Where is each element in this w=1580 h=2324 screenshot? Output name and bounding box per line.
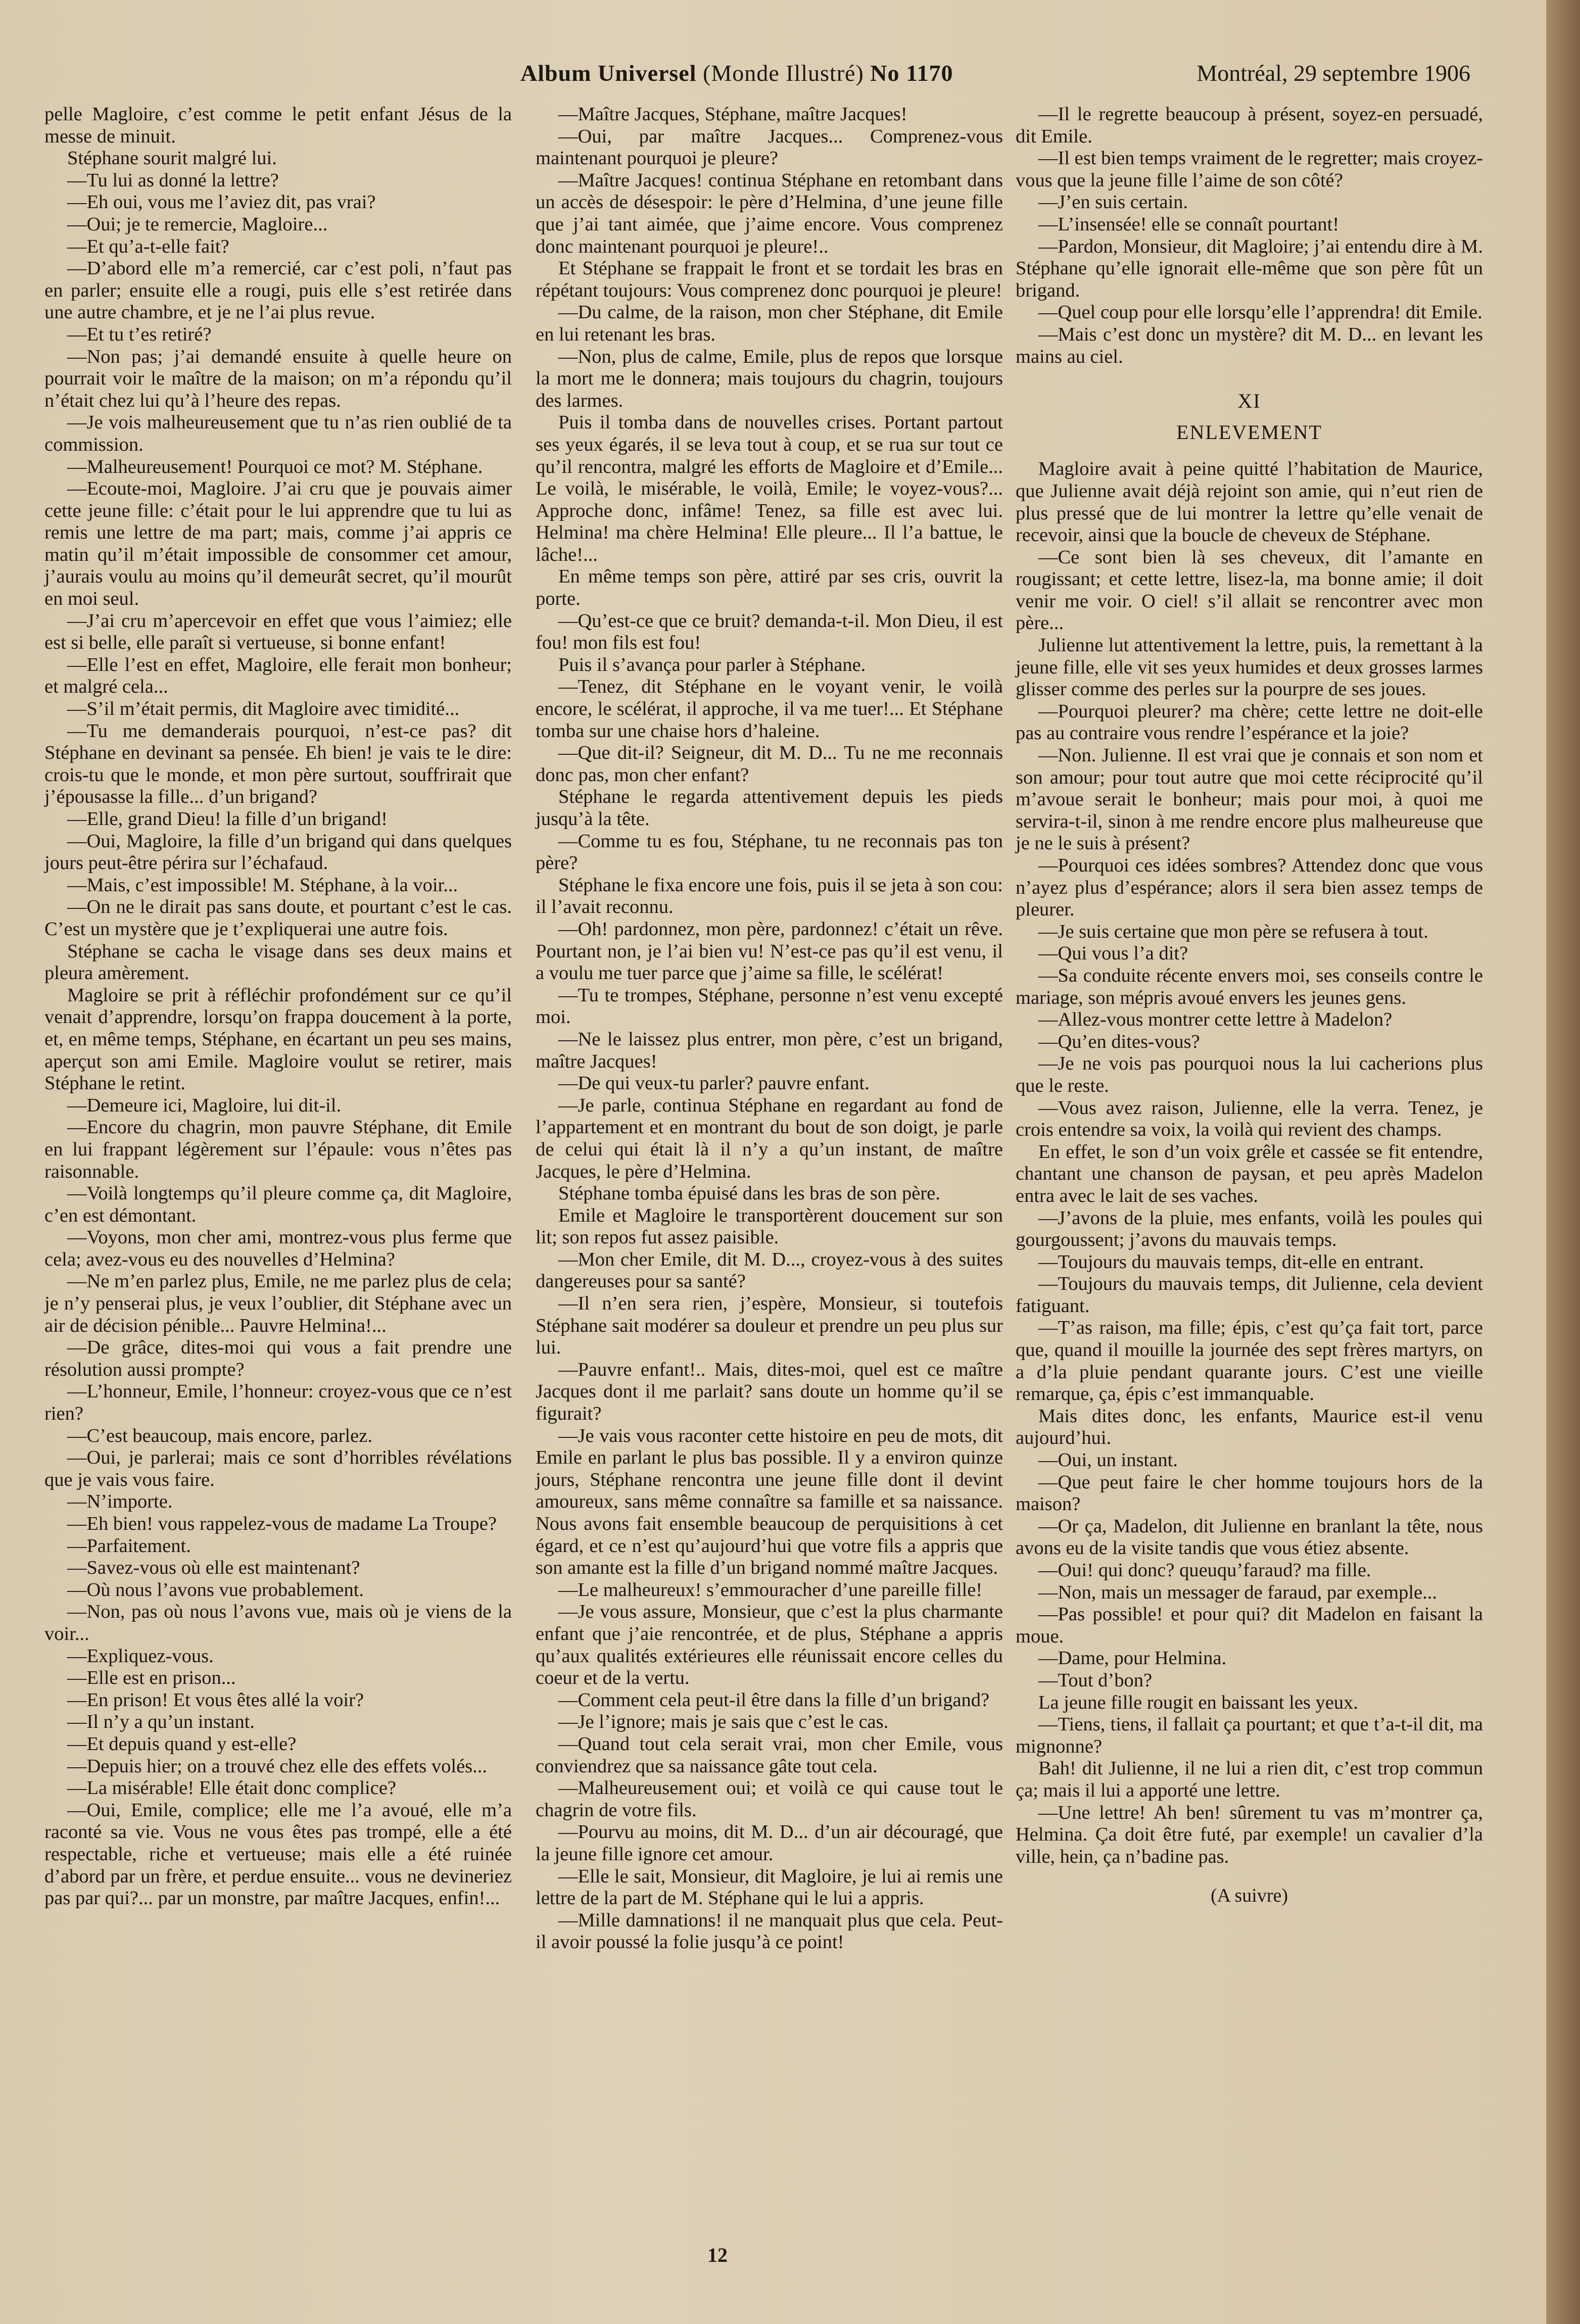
paragraph: —Il est bien temps vraiment de le regretter; mais croyez-vous que la jeune fille l’aime de son côté?	[1016, 148, 1483, 191]
paragraph: Stéphane se cacha le visage dans ses deux mains et pleura amèrement.	[44, 940, 512, 984]
paragraph: —Non pas; j’ai demandé ensuite à quelle heure on pourrait voir le maître de la maison; on m’a répondu qu’il n’était chez lui qu’à l’heure des repas.	[44, 346, 512, 411]
paragraph: —Pourvu au moins, dit M. D... d’un air découragé, que la jeune fille ignore cet amour.	[536, 1821, 1003, 1865]
paragraph: —Il n’y a qu’un instant.	[67, 1711, 255, 1733]
paragraph: —Tenez, dit Stéphane en le voyant venir, le voilà encore, le scélérat, il approche, il va me tuer!... Et Stéphane tomba sur une chaise hors d’haleine.	[536, 676, 1003, 742]
paragraph: —Ne m’en parlez plus, Emile, ne me parlez plus de cela; je n’y penserai plus, je veux l’oublier, dit Stéphane avec un air de décision pénible... Pauvre Helmina!...	[44, 1271, 512, 1336]
paragraph: —Comment cela peut-il être dans la fille d’un brigand?	[558, 1689, 990, 1711]
paragraph: —De qui veux-tu parler? pauvre enfant.	[558, 1073, 870, 1094]
text-column-3	[1016, 104, 1483, 1907]
paragraph: Stéphane le regarda attentivement depuis les pieds jusqu’à la tête.	[536, 786, 1003, 830]
paragraph: —Je suis certaine que mon père se refusera à tout.	[1038, 921, 1428, 942]
chapter-number: XI	[1237, 390, 1261, 413]
paragraph: —Elle l’est en effet, Magloire, elle ferait mon bonheur; et malgré cela...	[44, 654, 512, 698]
paragraph: —Je vous assure, Monsieur, que c’est la plus charmante enfant que j’aie rencontrée, et de plus, Stéphane a appris qu’aux qualités extérieures elle réunissait encore celles du coeur et de la vertu.	[536, 1601, 1003, 1689]
paragraph: —L’insensée! elle se connaît pourtant!	[1038, 213, 1339, 235]
paragraph: —Ecoute-moi, Magloire. J’ai cru que je pouvais aimer cette jeune fille: c’était pour le lui apprendre que tu lui as remis une lettre de ma part; mais, comme j’ai appris ce matin qu’il m’était impossible de consommer cet amour, j’aurais voulu au moins qu’il demeurât secret, qu’il mourût en moi seul.	[44, 478, 512, 610]
paragraph: —Toujours du mauvais temps, dit-elle en entrant.	[1038, 1251, 1424, 1273]
text-column-2	[536, 104, 1003, 1954]
paragraph: —Oui, je parlerai; mais ce sont d’horribles révélations que je vais vous faire.	[44, 1447, 512, 1490]
paragraph: —Or ça, Madelon, dit Julienne en branlant la tête, nous avons eu de la visite tandis que vous étiez absente.	[1016, 1515, 1483, 1559]
paragraph: Magloire se prit à réfléchir profondément sur ce qu’il venait d’apprendre, lorsqu’on frappa doucement à la porte, et, en même temps, Stéphane, en écartant un peu ses mains, aperçut son ami Emile. Magloire voulut se retirer, mais Stéphane le retint.	[44, 984, 512, 1094]
paragraph: —Oui; je te remercie, Magloire...	[67, 213, 328, 235]
page-number: 12	[707, 2244, 728, 2266]
paragraph: —Eh bien! vous rappelez-vous de madame La Troupe?	[67, 1513, 497, 1534]
paragraph: En effet, le son d’un voix grêle et cassée se fit entendre, chantant une chanson de paysan, et peu après Madelon entra avec le lait de ses vaches.	[1016, 1141, 1483, 1206]
paragraph: —Une lettre! Ah ben! sûrement tu vas m’montrer ça, Helmina. Ça doit être futé, par exemple! un cavalier d’la ville, hein, ça n’badine pas.	[1016, 1802, 1483, 1867]
paragraph: Bah! dit Julienne, il ne lui a rien dit, c’est trop commun ça; mais il lui a apporté une lettre.	[1016, 1758, 1483, 1801]
paragraph: —Mille damnations! il ne manquait plus que cela. Peut-il avoir poussé la folie jusqu’à ce point!	[536, 1909, 1003, 1953]
paragraph: —Elle, grand Dieu! la fille d’un brigand!	[67, 808, 388, 830]
paragraph: —Qu’est-ce que ce bruit? demanda-t-il. Mon Dieu, il est fou! mon fils est fou!	[536, 610, 1003, 654]
paragraph: —Oui, Emile, complice; elle me l’a avoué, elle m’a raconté sa vie. Vous ne vous êtes pas trompé, elle a été respectable, riche et vertueuse; mais elle a été ruinée d’abord par un frère, et perdue ensuite... vous ne devineriez pas par qui?... par un monstre, par maître Jacques, enfin!...	[44, 1799, 512, 1909]
paragraph: —Qui vous l’a dit?	[1038, 943, 1188, 964]
paragraph: —Ce sont bien là ses cheveux, dit l’amante en rougissant; et cette lettre, lisez-la, ma bonne amie; il doit venir me voir. O ciel! s’il allait se rencontrer avec mon père...	[1016, 546, 1483, 634]
paragraph: —Voilà longtemps qu’il pleure comme ça, dit Magloire, c’en est démontant.	[44, 1183, 512, 1226]
paragraph: —Du calme, de la raison, mon cher Stéphane, dit Emile en lui retenant les bras.	[536, 302, 1003, 345]
paragraph: —Oui, Magloire, la fille d’un brigand qui dans quelques jours peut-être périra sur l’échafaud.	[44, 830, 512, 874]
paragraph: —Oui! qui donc? queuqu’faraud? ma fille.	[1038, 1560, 1371, 1581]
text-column-3-top	[1016, 104, 1483, 368]
paragraph: —Et tu t’es retiré?	[67, 323, 212, 345]
paragraph: —Non, plus de calme, Emile, plus de repos que lorsque la mort me le donnera; mais toujours du chagrin, toujours des larmes.	[536, 346, 1003, 411]
paragraph: —Pourquoi pleurer? ma chère; cette lettre ne doit-elle pas au contraire vous rendre l’espérance et la joie?	[1016, 700, 1483, 744]
paragraph: —Pardon, Monsieur, dit Magloire; j’ai entendu dire à M. Stéphane qu’elle ignorait elle-même que son père fût un brigand.	[1016, 235, 1483, 301]
paragraph: —Oui, par maître Jacques... Comprenez-vous maintenant pourquoi je pleure?	[536, 125, 1003, 169]
paragraph: —Voyons, mon cher ami, montrez-vous plus ferme que cela; avez-vous eu des nouvelles d’Helmina?	[44, 1227, 512, 1270]
paragraph: pelle Magloire, c’est comme le petit enfant Jésus de la messe de minuit.	[44, 104, 512, 147]
masthead-title: Album Universel	[520, 60, 697, 86]
paragraph: —Mais c’est donc un mystère? dit M. D... en levant les mains au ciel.	[1016, 323, 1483, 367]
paragraph: —Pauvre enfant!.. Mais, dites-moi, quel est ce maître Jacques dont il me parlait? sans doute un homme qu’il se figurait?	[536, 1359, 1003, 1425]
paragraph: —De grâce, dites-moi qui vous a fait prendre une résolution aussi prompte?	[44, 1337, 512, 1380]
paragraph: Puis il tomba dans de nouvelles crises. Portant partout ses yeux égarés, il se leva tout à coup, et se rua sur tout ce qu’il rencontra, malgré les efforts de Magloire et d’Emile... Le voilà, le misérable, le voilà, Emile; le voyez-vous?... Approche donc, infâme! Tenez, sa fille est avec lui. Helmina! ma chère Helmina! Elle pleure... Il l’a battue, le lâche!...	[536, 412, 1003, 565]
paragraph: —Dame, pour Helmina.	[1038, 1648, 1227, 1669]
paragraph: —Allez-vous montrer cette lettre à Madelon?	[1038, 1009, 1393, 1031]
paragraph: —Quand tout cela serait vrai, mon cher Emile, vous conviendrez que sa naissance gâte tout cela.	[536, 1733, 1003, 1777]
paragraph: Magloire avait à peine quitté l’habitation de Maurice, que Julienne avait déjà rejoint son amie, qui n’eut rien de plus pressé que de lui montrer la lettre qu’elle venait de recevoir, ainsi que la boucle de cheveux de Stéphane.	[1016, 458, 1483, 546]
paragraph: —Elle est en prison...	[67, 1667, 236, 1689]
paragraph: —N’importe.	[67, 1491, 173, 1513]
paragraph: —Sa conduite récente envers moi, ses conseils contre le mariage, son mépris avoué envers les jeunes gens.	[1016, 964, 1483, 1008]
paragraph: —Depuis hier; on a trouvé chez elle des effets volés...	[67, 1755, 488, 1777]
paragraph: Mais dites donc, les enfants, Maurice est-il venu aujourd’hui.	[1016, 1405, 1483, 1449]
paragraph: —Encore du chagrin, mon pauvre Stéphane, dit Emile en lui frappant légèrement sur l’épaule: vous n’êtes pas raisonnable.	[44, 1117, 512, 1182]
paragraph: —Parfaitement.	[67, 1535, 191, 1557]
to-be-continued: (A suivre)	[1210, 1885, 1288, 1907]
paragraph: —Non. Julienne. Il est vrai que je connais et son nom et son amour; pour tout autre que moi cette réciprocité qu’il m’avoue serait le bonheur; mais pour moi, à quoi me servira-t-il, sinon à me rendre encore plus malheureuse que je ne le suis à présent?	[1016, 745, 1483, 854]
paragraph: —Tiens, tiens, il fallait ça pourtant; et que t’a-t-il dit, ma mignonne?	[1016, 1714, 1483, 1757]
paragraph: —Il le regrette beaucoup à présent, soyez-en persuadé, dit Emile.	[1016, 104, 1483, 147]
masthead-subtitle: (Monde Illustré)	[703, 60, 864, 86]
paragraph: —Mon cher Emile, dit M. D..., croyez-vous à des suites dangereuses pour sa santé?	[536, 1248, 1003, 1292]
paragraph: —Je vois malheureusement que tu n’as rien oublié de ta commission.	[44, 412, 512, 455]
paragraph: —Mais, c’est impossible! M. Stéphane, à la voir...	[67, 874, 458, 896]
paragraph: —Quel coup pour elle lorsqu’elle l’apprendra! dit Emile.	[1038, 302, 1482, 323]
text-column-1	[44, 104, 512, 1910]
paragraph: —C’est beaucoup, mais encore, parlez.	[67, 1425, 372, 1446]
paragraph: —Elle le sait, Monsieur, dit Magloire, je lui ai remis une lettre de la part de M. Stéphane qui le lui a appris.	[536, 1865, 1003, 1909]
paragraph: Puis il s’avança pour parler à Stéphane.	[558, 654, 866, 675]
paragraph: Stéphane sourit malgré lui.	[67, 148, 277, 169]
paragraph: —Non, mais un messager de faraud, par exemple...	[1038, 1581, 1437, 1603]
paragraph: —Demeure ici, Magloire, lui dit-il.	[67, 1094, 342, 1116]
paragraph: —Comme tu es fou, Stéphane, tu ne reconnais pas ton père?	[536, 830, 1003, 874]
paragraph: —Qu’en dites-vous?	[1038, 1031, 1200, 1052]
paragraph: —Malheureusement oui; et voilà ce qui cause tout le chagrin de votre fils.	[536, 1777, 1003, 1821]
paragraph: —Malheureusement! Pourquoi ce mot? M. Stéphane.	[67, 456, 483, 477]
paragraph: —L’honneur, Emile, l’honneur: croyez-vous que ce n’est rien?	[44, 1381, 512, 1425]
paragraph: —J’ai cru m’apercevoir en effet que vous l’aimiez; elle est si belle, elle paraît si vertueuse, si bonne enfant!	[44, 610, 512, 654]
paragraph: —Eh oui, vous me l’aviez dit, pas vrai?	[67, 191, 376, 213]
paragraph: —On ne le dirait pas sans doute, et pourtant c’est le cas. C’est un mystère que je t’expliquerai une autre fois.	[44, 896, 512, 940]
paragraph: —Oh! pardonnez, mon père, pardonnez! c’était un rêve. Pourtant non, je l’ai bien vu! N’est-ce pas qu’il est venu, il a voulu me tuer parce que j’aime sa fille, le scélérat!	[536, 918, 1003, 984]
paragraph: —Tout d’bon?	[1038, 1669, 1153, 1691]
paragraph: —Toujours du mauvais temps, dit Julienne, cela devient fatiguant.	[1016, 1273, 1483, 1317]
paragraph: —Et depuis quand y est-elle?	[67, 1733, 297, 1755]
paragraph: —Tu lui as donné la lettre?	[67, 169, 279, 191]
paragraph: —Vous avez raison, Julienne, elle la verra. Tenez, je crois entendre sa voix, la voilà qui revient des champs.	[1016, 1097, 1483, 1141]
page-header	[0, 60, 1546, 105]
paragraph: —Expliquez-vous.	[67, 1645, 214, 1667]
paragraph: —Il n’en sera rien, j’espère, Monsieur, si toutefois Stéphane sait modérer sa douleur et prendre un peu plus sur lui.	[536, 1293, 1003, 1359]
paragraph: —Où nous l’avons vue probablement.	[67, 1579, 364, 1601]
paragraph: —Pourquoi ces idées sombres? Attendez donc que vous n’ayez plus d’espérance; alors il sera bien assez temps de pleurer.	[1016, 855, 1483, 921]
text-column-3-bottom	[1016, 458, 1483, 1868]
paragraph: —Tu me demanderais pourquoi, n’est-ce pas? dit Stéphane en devinant sa pensée. Eh bien! je vais te le dire: crois-tu que le monde, et mon père surtout, souffrirait que j’épousasse la fille... d’un brigand?	[44, 720, 512, 808]
paragraph: —Ne le laissez plus entrer, mon père, c’est un brigand, maître Jacques!	[536, 1028, 1003, 1072]
paragraph: —J’avons de la pluie, mes enfants, voilà les poules qui gourgoussent; j’avons du mauvais temps.	[1016, 1207, 1483, 1251]
paragraph: —Le malheureux! s’emmouracher d’une pareille fille!	[558, 1579, 983, 1601]
paragraph: —Non, pas où nous l’avons vue, mais où je viens de la voir...	[44, 1601, 512, 1644]
paragraph: En même temps son père, attiré par ses cris, ouvrit la porte.	[536, 566, 1003, 610]
paragraph: —Tu te trompes, Stéphane, personne n’est venu excepté moi.	[536, 984, 1003, 1028]
paragraph: —Maître Jacques! continua Stéphane en retombant dans un accès de désespoir: le père d’Helmina, d’une jeune fille que j’ai tant aimée, que j’aime encore. Vous comprenez donc maintenant pourquoi je pleure!..	[536, 169, 1003, 257]
paragraph: —Oui, un instant.	[1038, 1449, 1178, 1471]
paragraph: —Que peut faire le cher homme toujours hors de la maison?	[1016, 1471, 1483, 1515]
paragraph: —S’il m’était permis, dit Magloire avec timidité...	[67, 698, 460, 720]
paragraph: Stéphane le fixa encore une fois, puis il se jeta à son cou: il l’avait reconnu.	[536, 874, 1003, 918]
paragraph: —La misérable! Elle était donc complice?	[67, 1777, 397, 1799]
issue-number: No 1170	[870, 60, 953, 86]
paragraph: Et Stéphane se frappait le front et se tordait les bras en répétant toujours: Vous comprenez donc pourquoi je pleure!	[536, 258, 1003, 301]
paragraph: Emile et Magloire le transportèrent doucement sur son lit; son repos fut assez paisible.	[536, 1204, 1003, 1248]
paragraph: —Pas possible! et pour qui? dit Madelon en faisant la moue.	[1016, 1604, 1483, 1647]
paragraph: —J’en suis certain.	[1038, 191, 1188, 213]
paragraph: —Maître Jacques, Stéphane, maître Jacques!	[558, 104, 907, 125]
paragraph: —D’abord elle m’a remercié, car c’est poli, n’faut pas en parler; ensuite elle a rougi, puis elle s’est retirée dans une autre chambre, et je ne l’ai plus revue.	[44, 258, 512, 323]
issue-date: Montréal, 29 septembre 1906	[1196, 60, 1470, 86]
paragraph: —Je ne vois pas pourquoi nous la lui cacherions plus que le reste.	[1016, 1053, 1483, 1096]
paragraph: —Et qu’a-t-elle fait?	[67, 235, 229, 257]
paragraph: La jeune fille rougit en baissant les yeux.	[1038, 1691, 1358, 1713]
paragraph: —Je vais vous raconter cette histoire en peu de mots, dit Emile en parlant le plus bas possible. Il y a environ quinze jours, Stéphane rencontra une jeune fille dont il devint amoureux, sans même connaître sa famille et sa naissance. Nous avons fait ensemble beaucoup de perquisitions à cet égard, et ce n’est qu’aujourd’hui que votre fils a appris que son amante est la fille d’un brigand nommé maître Jacques.	[536, 1425, 1003, 1579]
masthead	[520, 60, 953, 86]
paragraph: —T’as raison, ma fille; épis, c’est qu’ça fait tort, parce que, quand il mouille la journée des sept frères martyrs, on a d’la pluie pendant quarante jours. C’est une vieille remarque, ça, épis c’est immanquable.	[1016, 1317, 1483, 1405]
paragraph: —Je l’ignore; mais je sais que c’est le cas.	[558, 1711, 889, 1733]
paragraph: Stéphane tomba épuisé dans les bras de son père.	[558, 1183, 940, 1204]
chapter-title: ENLEVEMENT	[1176, 420, 1322, 444]
paragraph: —En prison! Et vous êtes allé la voir?	[67, 1689, 364, 1711]
page-edge	[1546, 0, 1580, 2324]
paragraph: Julienne lut attentivement la lettre, puis, la remettant à la jeune fille, elle vit ses yeux humides et deux grosses larmes glisser comme des perles sur la pourpre de ses joues.	[1016, 635, 1483, 700]
paragraph: —Que dit-il? Seigneur, dit M. D... Tu ne me reconnais donc pas, mon cher enfant?	[536, 742, 1003, 786]
paragraph: —Savez-vous où elle est maintenant?	[67, 1557, 360, 1579]
paragraph: —Je parle, continua Stéphane en regardant au fond de l’appartement et en montrant du bout de son doigt, je parle de celui qui était là il n’y a qu’un instant, de maître Jacques, le père d’Helmina.	[536, 1094, 1003, 1182]
